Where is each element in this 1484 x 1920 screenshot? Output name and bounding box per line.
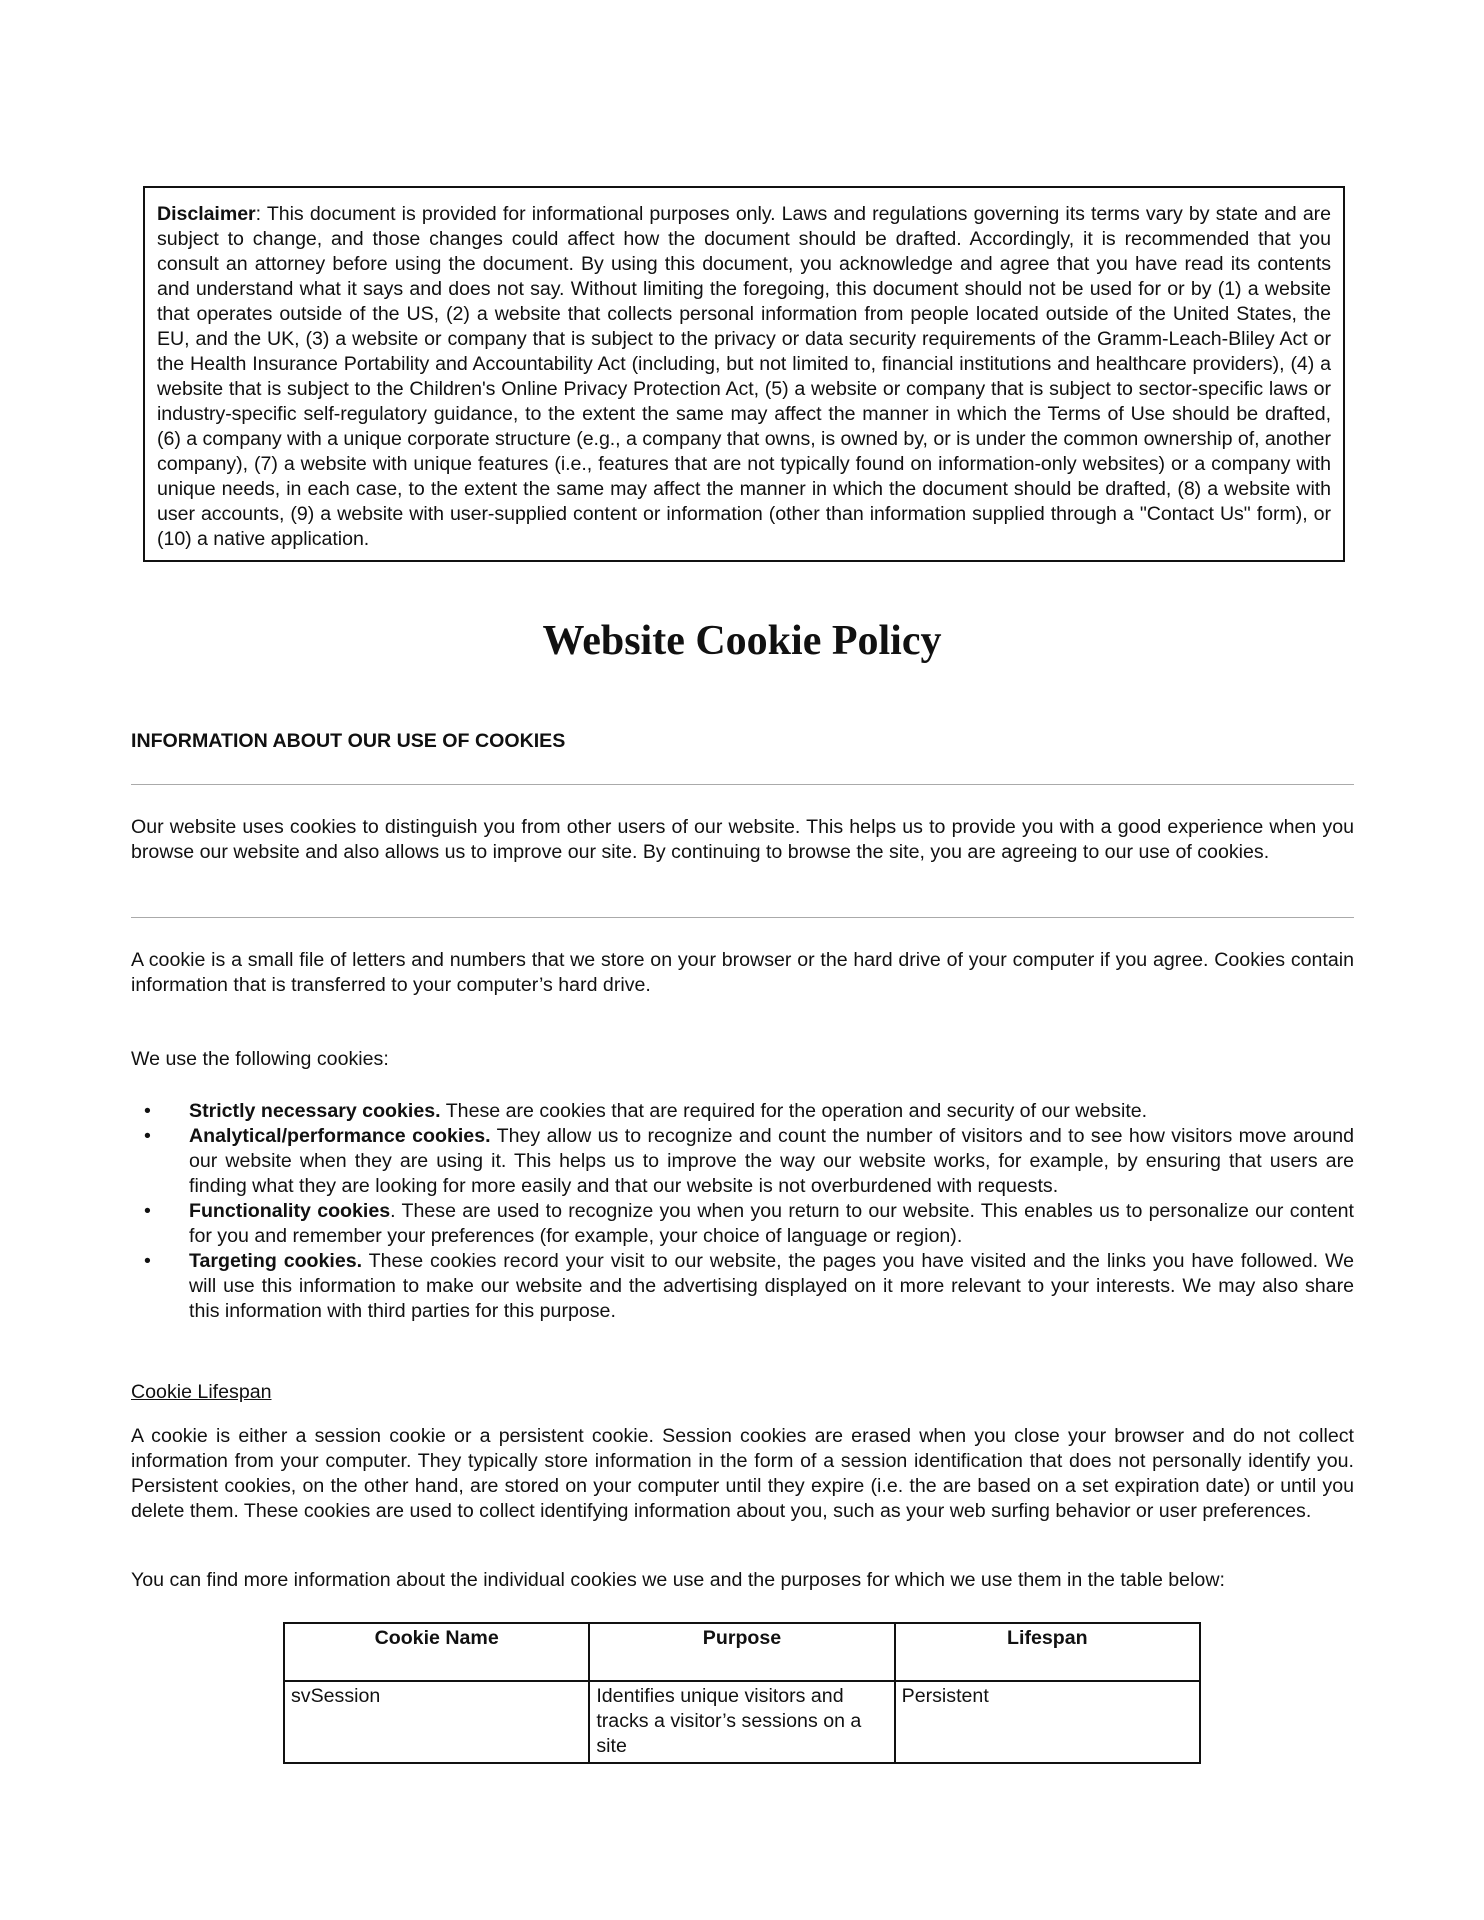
- cell-purpose: Identifies unique visitors and tracks a visitor’s sessions on a site: [589, 1681, 894, 1763]
- bullet-marker: •: [144, 1250, 151, 1272]
- list-item: [131, 1099, 1354, 1124]
- table-header-row: [284, 1623, 1200, 1681]
- column-header-cookie-name: Cookie Name: [284, 1623, 589, 1681]
- table-intro-paragraph: You can find more information about the individual cookies we use and the purposes for which we use them in the table below:: [131, 1569, 1225, 1591]
- disclaimer-text: : This document is provided for informational purposes only. Laws and regulations governing its terms vary by state and are subject to change, and those changes could affect how the document should be drafted. Accordingly, it is recommended that you consult an attorney before using the document. By using this document, you acknowledge and agree that you have read its contents and understand what it says and does not say. Without limiting the foregoing, this document should not be used for or by (1) a website that operates outside of the US, (2) a website that collects personal information from people located outside of the United States, the EU, and the UK, (3) a website or company that is subject to the privacy or data security requirements of the Gramm-Leach-Bliley Act or the Health Insurance Portability and Accountability Act (including, but not limited to, financial institutions and healthcare providers), (4) a website that is subject to the Children's Online Privacy Protection Act, (5) a website or company that is subject to sector-specific laws or industry-specific self-regulatory guidance, to the extent the same may affect the manner in which the Terms of Use should be drafted, (6) a company with a unique corporate structure (e.g., a company that owns, is owned by, or is under the common ownership of, another company), (7) a website with unique features (i.e., features that are not typically found on information-only websites) or a company with unique needs, in each case, to the extent the same may affect the manner in which the document should be drafted, (8) a website with user accounts, (9) a website with user-supplied content or information (other than information supplied through a "Contact Us" form), or (10) a native application.: [157, 203, 1331, 550]
- bullet-marker: •: [144, 1100, 151, 1122]
- cookie-lifespan-paragraph: A cookie is either a session cookie or a persistent cookie. Session cookies are erased when you close your browser and do not collect information from your computer. They typically store information in the form of a session identification that does not personally identify you. Persistent cookies, on the other hand, are stored on your computer until they expire (i.e. the are based on a set expiration date) or until you delete them. These cookies are used to collect identifying information about you, such as your web surfing behavior or user preferences.: [131, 1425, 1354, 1522]
- intro-paragraph: Our website uses cookies to distinguish you from other users of our website. This helps us to provide you with a good experience when you browse our website and also allows us to improve our site. By continuing to browse the site, you are agreeing to our use of cookies.: [131, 816, 1354, 863]
- page-title: Website Cookie Policy: [542, 618, 942, 664]
- divider: [131, 917, 1354, 918]
- cookie-types-list: [131, 1099, 1354, 1324]
- cookie-type-description: These cookies record your visit to our website, the pages you have visited and the links you have followed. We will use this information to make our website and the advertising displayed on it more relevant to your interests. We may also share this information with third parties for this purpose.: [189, 1250, 1354, 1322]
- cookie-table: [283, 1622, 1201, 1764]
- cookie-type-term: Functionality cookies: [189, 1200, 391, 1222]
- cell-cookie-name: svSession: [284, 1681, 589, 1763]
- bullet-marker: •: [144, 1200, 151, 1222]
- cookie-type-description: These are cookies that are required for the operation and security of our website.: [440, 1100, 1148, 1122]
- cookie-type-term: Targeting cookies.: [189, 1250, 363, 1272]
- disclaimer-label: Disclaimer: [157, 203, 256, 225]
- cookie-lifespan-subheading: Cookie Lifespan: [131, 1381, 272, 1403]
- cookie-definition-paragraph: A cookie is a small file of letters and numbers that we store on your browser or the hard drive of your computer if you agree. Cookies contain information that is transferred to your computer’s hard drive.: [131, 949, 1354, 996]
- column-header-purpose: Purpose: [589, 1623, 894, 1681]
- disclaimer-box: [143, 186, 1345, 562]
- section-heading: INFORMATION ABOUT OUR USE OF COOKIES: [131, 730, 566, 752]
- column-header-lifespan: Lifespan: [895, 1623, 1200, 1681]
- cookie-types-intro: We use the following cookies:: [131, 1048, 389, 1070]
- table-row: [284, 1681, 1200, 1763]
- bullet-marker: •: [144, 1125, 151, 1147]
- cell-lifespan: Persistent: [895, 1681, 1200, 1763]
- cookie-type-description: They allow us to recognize and count the number of visitors and to see how visitors move around our website when they are using it. This helps us to improve the way our website works, for example, by ensuring that users are finding what they are looking for more easily and that our website is not overburdened with requests.: [189, 1125, 1355, 1197]
- cookie-type-description: . These are used to recognize you when you return to our website. This enables us to personalize our content for you and remember your preferences (for example, your choice of language or region).: [189, 1200, 1354, 1247]
- list-item: [131, 1249, 1354, 1324]
- list-item: [131, 1124, 1354, 1199]
- divider: [131, 784, 1354, 785]
- list-item: [131, 1199, 1354, 1249]
- cookie-type-term: Analytical/performance cookies.: [189, 1125, 491, 1147]
- cookie-type-term: Strictly necessary cookies.: [189, 1100, 441, 1122]
